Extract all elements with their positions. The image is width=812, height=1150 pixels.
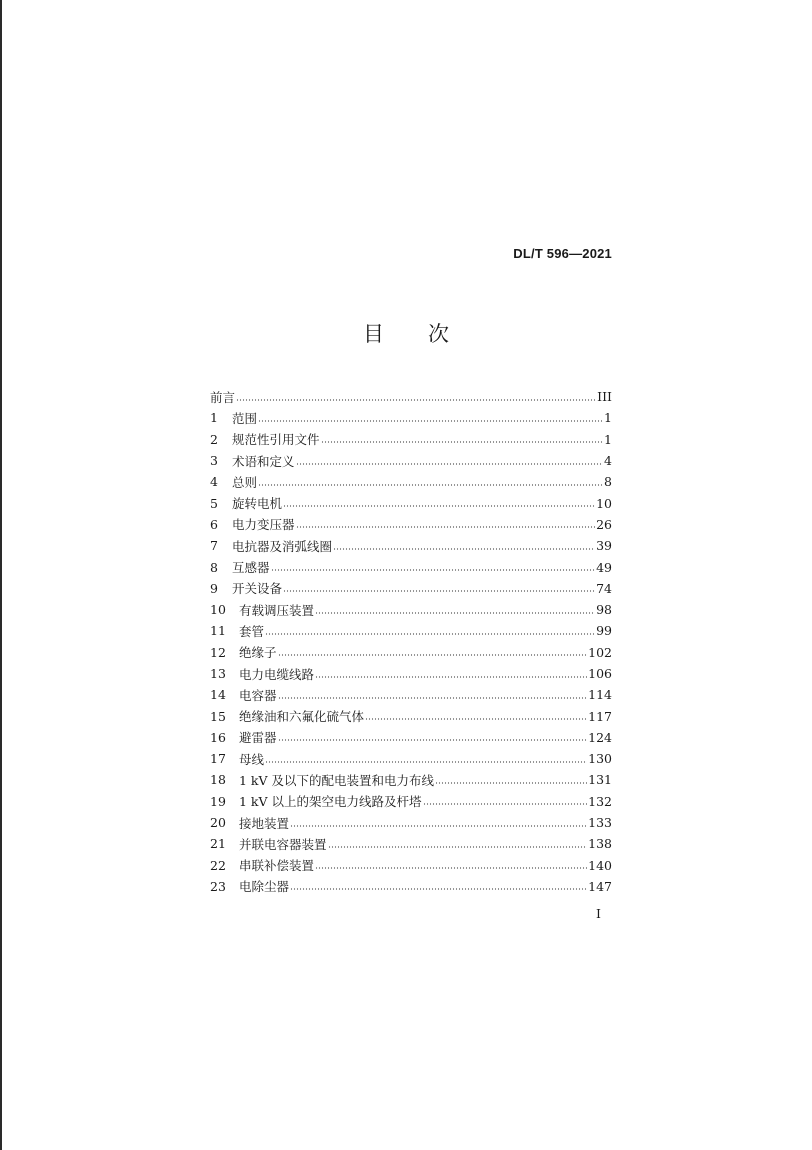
toc-entry-page: 133	[588, 815, 612, 831]
toc-dot-leader	[290, 888, 587, 890]
toc-entry-label: 绝缘子	[239, 645, 277, 661]
toc-entry-number: 18	[210, 772, 226, 788]
toc-entry-page: 39	[596, 538, 612, 554]
toc-entry-number: 22	[210, 857, 226, 873]
toc-entry-label: 前言	[210, 389, 236, 405]
toc-entry-label: 互感器	[232, 560, 270, 576]
toc-entry-label: 1 kV 以上的架空电力线路及杆塔	[239, 794, 422, 810]
toc-entry-number: 8	[210, 559, 218, 575]
toc-dot-leader	[423, 803, 588, 805]
toc-entry[interactable]	[210, 471, 612, 492]
toc-entry-label: 电容器	[239, 687, 277, 703]
toc-entry-label: 规范性引用文件	[232, 432, 320, 448]
table-of-contents	[210, 386, 612, 897]
toc-entry-page: 114	[588, 687, 612, 703]
toc-dot-leader	[315, 612, 595, 614]
toc-entry[interactable]	[210, 684, 612, 705]
toc-entry-label: 1 kV 及以下的配电装置和电力布线	[239, 772, 435, 788]
toc-entry-number: 17	[210, 751, 226, 767]
toc-entry-page: 4	[604, 453, 612, 469]
toc-entry-number: 23	[210, 878, 226, 894]
toc-entry-number: 14	[210, 687, 226, 703]
toc-dot-leader	[278, 739, 588, 741]
toc-entry-page: 98	[596, 602, 612, 618]
toc-entry-number: 12	[210, 644, 226, 660]
toc-entry-label: 电力电缆线路	[239, 666, 315, 682]
toc-entry-label: 开关设备	[232, 581, 283, 597]
toc-dot-leader	[265, 761, 587, 763]
toc-entry-number: 11	[210, 623, 226, 639]
toc-entry[interactable]	[210, 514, 612, 535]
standard-code: DL/T 596—2021	[513, 246, 612, 261]
toc-entry[interactable]	[210, 663, 612, 684]
toc-entry[interactable]	[210, 705, 612, 726]
toc-entry[interactable]	[210, 620, 612, 641]
toc-entry-number: 1	[210, 410, 218, 426]
toc-entry[interactable]	[210, 748, 612, 769]
toc-dot-leader	[290, 825, 587, 827]
toc-entry-number: 3	[210, 453, 218, 469]
toc-entry-label: 接地装置	[239, 815, 290, 831]
toc-dot-leader	[328, 846, 588, 848]
toc-entry-number: 21	[210, 836, 226, 852]
toc-entry-label: 套管	[239, 623, 265, 639]
toc-entry[interactable]	[210, 578, 612, 599]
toc-entry[interactable]	[210, 855, 612, 876]
toc-entry-number: 15	[210, 708, 226, 724]
toc-dot-leader	[258, 420, 603, 422]
toc-entry-page: 102	[588, 644, 612, 660]
toc-entry-label: 总则	[232, 474, 258, 490]
toc-dot-leader	[315, 867, 587, 869]
toc-entry-number: 20	[210, 815, 226, 831]
toc-entry[interactable]	[210, 833, 612, 854]
toc-entry-number: 7	[210, 538, 218, 554]
toc-entry[interactable]	[210, 812, 612, 833]
toc-entry[interactable]	[210, 876, 612, 897]
toc-entry-page: 26	[596, 516, 612, 532]
toc-dot-leader	[315, 676, 587, 678]
toc-entry-number: 13	[210, 666, 226, 681]
toc-entry-page: 99	[596, 623, 612, 639]
toc-dot-leader	[283, 505, 595, 507]
toc-dot-leader	[265, 633, 595, 635]
toc-entry[interactable]	[210, 769, 612, 790]
toc-entry-page: 49	[596, 559, 612, 575]
toc-entry[interactable]	[210, 429, 612, 450]
toc-entry-number: 19	[210, 793, 226, 809]
page-number: I	[596, 906, 601, 921]
toc-entry-page: 74	[596, 580, 612, 596]
toc-entry-page: 130	[588, 751, 612, 767]
toc-entry-number: 2	[210, 431, 218, 447]
toc-dot-leader	[365, 718, 587, 720]
toc-entry-page: 1	[604, 410, 612, 426]
toc-dot-leader	[296, 463, 604, 465]
toc-entry-number: 10	[210, 602, 226, 618]
toc-entry-page: 131	[588, 772, 612, 788]
toc-entry-page: 10	[596, 495, 612, 511]
toc-entry[interactable]	[210, 642, 612, 663]
page-left-border	[0, 0, 2, 1150]
toc-dot-leader	[258, 484, 603, 486]
toc-dot-leader	[333, 548, 595, 550]
toc-entry-number: 5	[210, 495, 218, 511]
toc-entry[interactable]	[210, 492, 612, 513]
toc-entry[interactable]	[210, 599, 612, 620]
toc-entry-label: 有载调压装置	[239, 602, 315, 618]
toc-dot-leader	[321, 441, 604, 443]
toc-entry-page: 117	[588, 708, 612, 724]
toc-dot-leader	[435, 782, 587, 784]
toc-dot-leader	[278, 697, 588, 699]
title-char-1: 目	[363, 322, 384, 346]
toc-entry-label: 术语和定义	[232, 453, 295, 469]
toc-entry-page: 124	[588, 729, 612, 745]
toc-entry-page: 8	[604, 474, 612, 490]
toc-entry-label: 电抗器及消弧线圈	[232, 538, 333, 554]
toc-entry-page: 140	[588, 857, 612, 873]
toc-entry-page: 147	[588, 878, 612, 894]
toc-entry-page: 1	[604, 431, 612, 447]
toc-entry-label: 并联电容器装置	[239, 836, 327, 852]
toc-entry-number: 9	[210, 580, 218, 596]
toc-entry-number: 6	[210, 516, 218, 532]
toc-entry-label: 串联补偿装置	[239, 858, 315, 874]
toc-entry-page: III	[597, 389, 612, 405]
toc-dot-leader	[278, 654, 588, 656]
toc-dot-leader	[296, 526, 596, 528]
toc-entry-page: 106	[588, 666, 612, 681]
toc-entry[interactable]	[210, 727, 612, 748]
toc-entry[interactable]	[210, 386, 612, 407]
toc-entry-page: 138	[588, 836, 612, 852]
toc-entry[interactable]	[210, 556, 612, 577]
title-char-2: 次	[428, 322, 449, 346]
toc-entry-label: 避雷器	[239, 730, 277, 746]
toc-entry-number: 4	[210, 474, 218, 490]
page-title	[0, 318, 812, 348]
toc-entry[interactable]	[210, 407, 612, 428]
toc-entry[interactable]	[210, 450, 612, 471]
toc-entry[interactable]	[210, 535, 612, 556]
toc-dot-leader	[271, 569, 596, 571]
toc-entry-label: 范围	[232, 410, 258, 426]
toc-entry-page: 132	[588, 793, 612, 809]
toc-entry-label: 电除尘器	[239, 879, 290, 895]
toc-entry-number: 16	[210, 729, 226, 745]
toc-entry[interactable]	[210, 791, 612, 812]
toc-dot-leader	[283, 590, 595, 592]
toc-entry-label: 电力变压器	[232, 517, 295, 533]
toc-entry-label: 母线	[239, 751, 265, 767]
toc-dot-leader	[236, 399, 596, 401]
toc-entry-label: 旋转电机	[232, 496, 283, 512]
toc-entry-label: 绝缘油和六氟化硫气体	[239, 709, 365, 725]
